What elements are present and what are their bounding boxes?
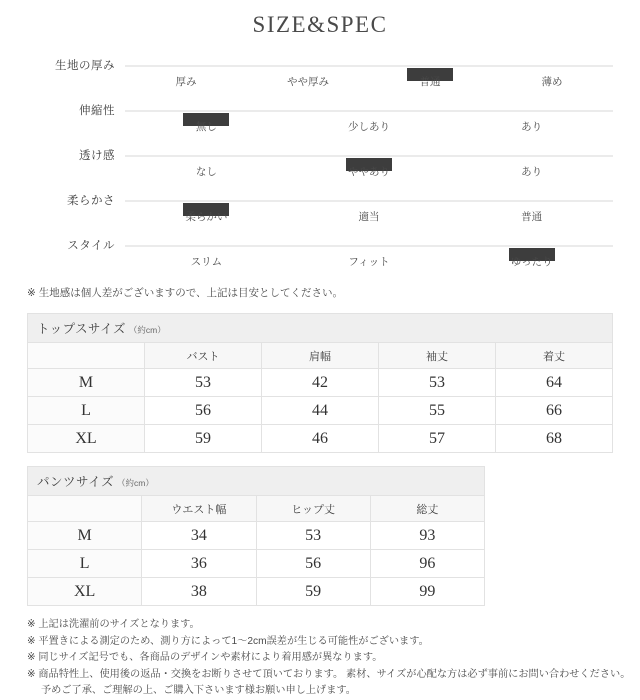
measurement-cell: 34	[142, 522, 256, 550]
table-column-header: 袖丈	[379, 343, 496, 369]
spec-row-label: 伸縮性	[79, 105, 115, 117]
table-caption-row	[28, 467, 485, 496]
size-label-cell: XL	[28, 578, 142, 606]
table-header-row	[28, 343, 613, 369]
table-caption	[28, 314, 613, 343]
table-row	[28, 550, 485, 578]
measurement-cell: 46	[262, 425, 379, 453]
measurement-cell: 53	[145, 369, 262, 397]
tops-size-table-wrap	[0, 313, 640, 453]
table-column-header: ウエスト幅	[142, 496, 256, 522]
size-label-cell: L	[28, 397, 145, 425]
spec-mark-list	[125, 74, 613, 92]
footer-note-line: ※ 商品特性上、使用後の返品・交換をお断りさせて頂いております。 素材、サイズが心配な方は必ず事前にお問い合わせください。	[27, 668, 631, 680]
table-caption-text: トップスサイズ	[37, 322, 126, 336]
spec-mark-list	[125, 164, 613, 182]
pants-size-table-wrap	[0, 466, 640, 606]
size-label-cell: XL	[28, 425, 145, 453]
table-caption-row	[28, 314, 613, 343]
spec-mark-label: 普通	[419, 76, 441, 88]
spec-mark-label: 少しあり	[348, 121, 390, 133]
spec-mark-label: なし	[195, 166, 217, 178]
table-column-header: バスト	[145, 343, 262, 369]
table-caption-unit: （約cm）	[117, 478, 154, 488]
spec-track	[125, 65, 613, 67]
table-row	[28, 369, 613, 397]
measurement-cell: 59	[256, 578, 370, 606]
spec-mark-label: やや厚み	[287, 76, 329, 88]
spec-mark-label: スリム	[190, 256, 223, 268]
footer-note-line: 予めご了承、ご理解の上、ご購入下さいます様お願い申し上げます。	[41, 685, 356, 697]
footer-notes	[0, 617, 640, 700]
table-caption-unit: （約cm）	[128, 325, 166, 335]
table-column-header: ヒップ丈	[256, 496, 370, 522]
spec-mark-list	[125, 209, 613, 227]
spec-row	[27, 191, 613, 236]
measurement-cell: 93	[370, 522, 484, 550]
measurement-cell: 96	[370, 550, 484, 578]
measurement-cell: 38	[142, 578, 256, 606]
spec-row-label: 生地の厚み	[55, 60, 115, 72]
spec-track	[125, 110, 613, 112]
tops-table-body	[28, 314, 613, 453]
spec-mark-label: あり	[521, 121, 543, 133]
footer-note-line: ※ 平置きによる測定のため、測り方によって1〜2cm誤差が生じる可能性がございます。	[27, 635, 429, 647]
measurement-cell: 64	[496, 369, 613, 397]
measurement-cell: 53	[379, 369, 496, 397]
table-caption	[28, 467, 485, 496]
table-corner-cell	[28, 496, 142, 522]
pants-table-body	[28, 467, 485, 606]
table-header-row	[28, 496, 485, 522]
table-caption-text: パンツサイズ	[37, 475, 115, 489]
pants-size-table	[27, 466, 485, 606]
table-column-header: 着丈	[496, 343, 613, 369]
spec-mark-label: 無し	[195, 121, 217, 133]
spec-mark-label: ゆったり	[510, 256, 553, 268]
table-corner-cell	[28, 343, 145, 369]
spec-row-label: 柔らかさ	[67, 195, 115, 207]
measurement-cell: 44	[262, 397, 379, 425]
measurement-cell: 56	[256, 550, 370, 578]
spec-mark-label: フィット	[348, 256, 390, 268]
spec-row-label: スタイル	[67, 240, 115, 252]
measurement-cell: 36	[142, 550, 256, 578]
size-label-cell: M	[28, 522, 142, 550]
spec-meter-list	[0, 56, 640, 281]
spec-track	[125, 245, 613, 247]
spec-mark-label: あり	[521, 166, 543, 178]
spec-mark-label: 厚み	[175, 76, 197, 88]
measurement-cell: 68	[496, 425, 613, 453]
table-column-header: 肩幅	[262, 343, 379, 369]
spec-track	[125, 200, 613, 202]
spec-row-label: 透け感	[79, 150, 115, 162]
footer-note-line: ※ 同じサイズ記号でも、各商品のデザインや素材により着用感が異なります。	[27, 652, 383, 664]
spec-mark-list	[125, 119, 613, 137]
size-label-cell: L	[28, 550, 142, 578]
spec-mark-label: 柔らかい	[185, 211, 228, 223]
measurement-cell: 57	[379, 425, 496, 453]
tops-size-table	[27, 313, 613, 453]
measurement-cell: 55	[379, 397, 496, 425]
measurement-cell: 99	[370, 578, 484, 606]
table-row	[28, 522, 485, 550]
spec-row	[27, 56, 613, 101]
measurement-cell: 59	[145, 425, 262, 453]
spec-mark-label: ややあり	[348, 166, 390, 178]
spec-row	[27, 236, 613, 281]
size-label-cell: M	[28, 369, 145, 397]
measurement-cell: 66	[496, 397, 613, 425]
measurement-cell: 42	[262, 369, 379, 397]
table-row	[28, 578, 485, 606]
measurement-cell: 53	[256, 522, 370, 550]
spec-mark-label: 普通	[521, 211, 543, 223]
page-title: SIZE&SPEC	[252, 12, 388, 37]
spec-mark-label: 適当	[358, 211, 380, 223]
spec-track	[125, 155, 613, 157]
table-row	[28, 397, 613, 425]
measurement-cell: 56	[145, 397, 262, 425]
spec-row	[27, 146, 613, 191]
spec-mark-label: 薄め	[541, 76, 563, 88]
spec-note: ※ 生地感は個人差がございますので、上記は目安としてください。	[27, 287, 344, 299]
table-row	[28, 425, 613, 453]
spec-mark-list	[125, 254, 613, 272]
footer-note-line: ※ 上記は洗濯前のサイズとなります。	[27, 619, 200, 630]
spec-row	[27, 101, 613, 146]
table-column-header: 総丈	[370, 496, 484, 522]
